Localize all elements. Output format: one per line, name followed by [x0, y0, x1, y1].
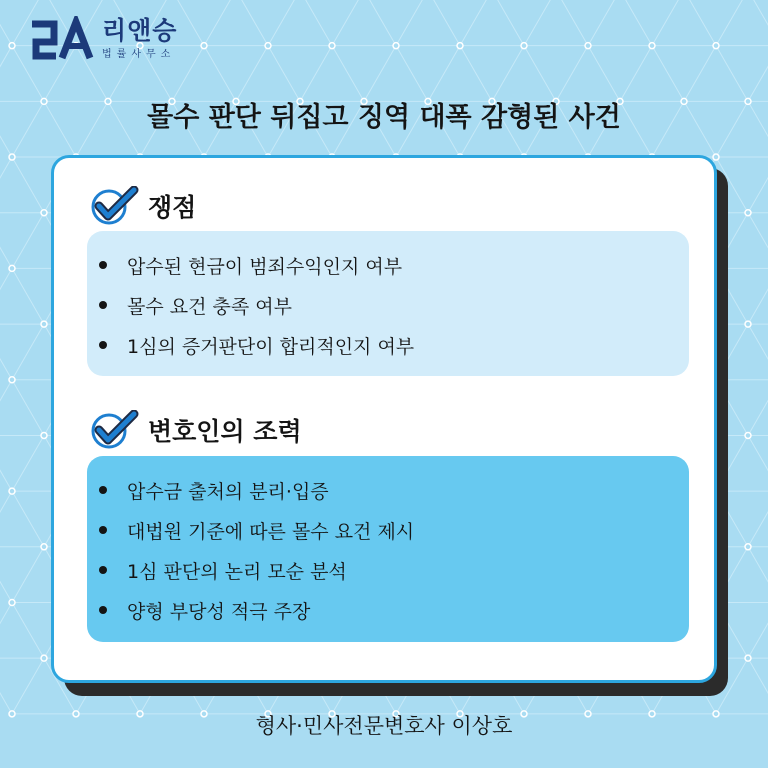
list-item — [99, 470, 689, 510]
list-item — [99, 590, 689, 630]
list-item — [99, 550, 689, 590]
bullet-icon — [99, 261, 107, 269]
page-title: 몰수 판단 뒤집고 징역 대폭 감형된 사건 — [147, 102, 621, 133]
list-item-text: 1심의 증거판단이 합리적인지 여부 — [127, 335, 415, 358]
list-item-text: 압수된 현금이 범죄수익인지 여부 — [127, 255, 403, 278]
checkmark-icon — [90, 186, 140, 226]
counsel-list-box — [87, 456, 689, 642]
list-item-text: 몰수 요건 충족 여부 — [127, 295, 292, 318]
logo-mark-icon — [30, 16, 96, 64]
list-item — [99, 285, 689, 325]
footer-attribution: 형사·민사전문변호사 이상호 — [255, 714, 513, 738]
checkmark-icon — [90, 410, 140, 450]
bullet-icon — [99, 606, 107, 614]
logo-name: 리앤승 — [102, 16, 178, 45]
list-item-text: 1심 판단의 논리 모순 분석 — [127, 560, 347, 583]
bullet-icon — [99, 486, 107, 494]
list-item — [99, 510, 689, 550]
section-header-counsel — [90, 410, 302, 450]
list-item-text: 양형 부당성 적극 주장 — [127, 600, 311, 623]
section-title-issues: 쟁점 — [148, 193, 197, 222]
list-item — [99, 245, 689, 285]
logo-subtitle: 법률사무소 — [102, 49, 176, 60]
issues-list-box — [87, 231, 689, 376]
bullet-icon — [99, 566, 107, 574]
list-item-text: 대법원 기준에 따른 몰수 요건 제시 — [127, 520, 415, 543]
bullet-icon — [99, 341, 107, 349]
bullet-icon — [99, 301, 107, 309]
section-title-counsel: 변호인의 조력 — [148, 417, 302, 446]
list-item — [99, 325, 689, 365]
list-item-text: 압수금 출처의 분리·입증 — [127, 480, 329, 503]
content-card — [51, 155, 717, 683]
section-header-issues — [90, 186, 196, 226]
bullet-icon — [99, 526, 107, 534]
law-firm-logo — [30, 16, 177, 64]
